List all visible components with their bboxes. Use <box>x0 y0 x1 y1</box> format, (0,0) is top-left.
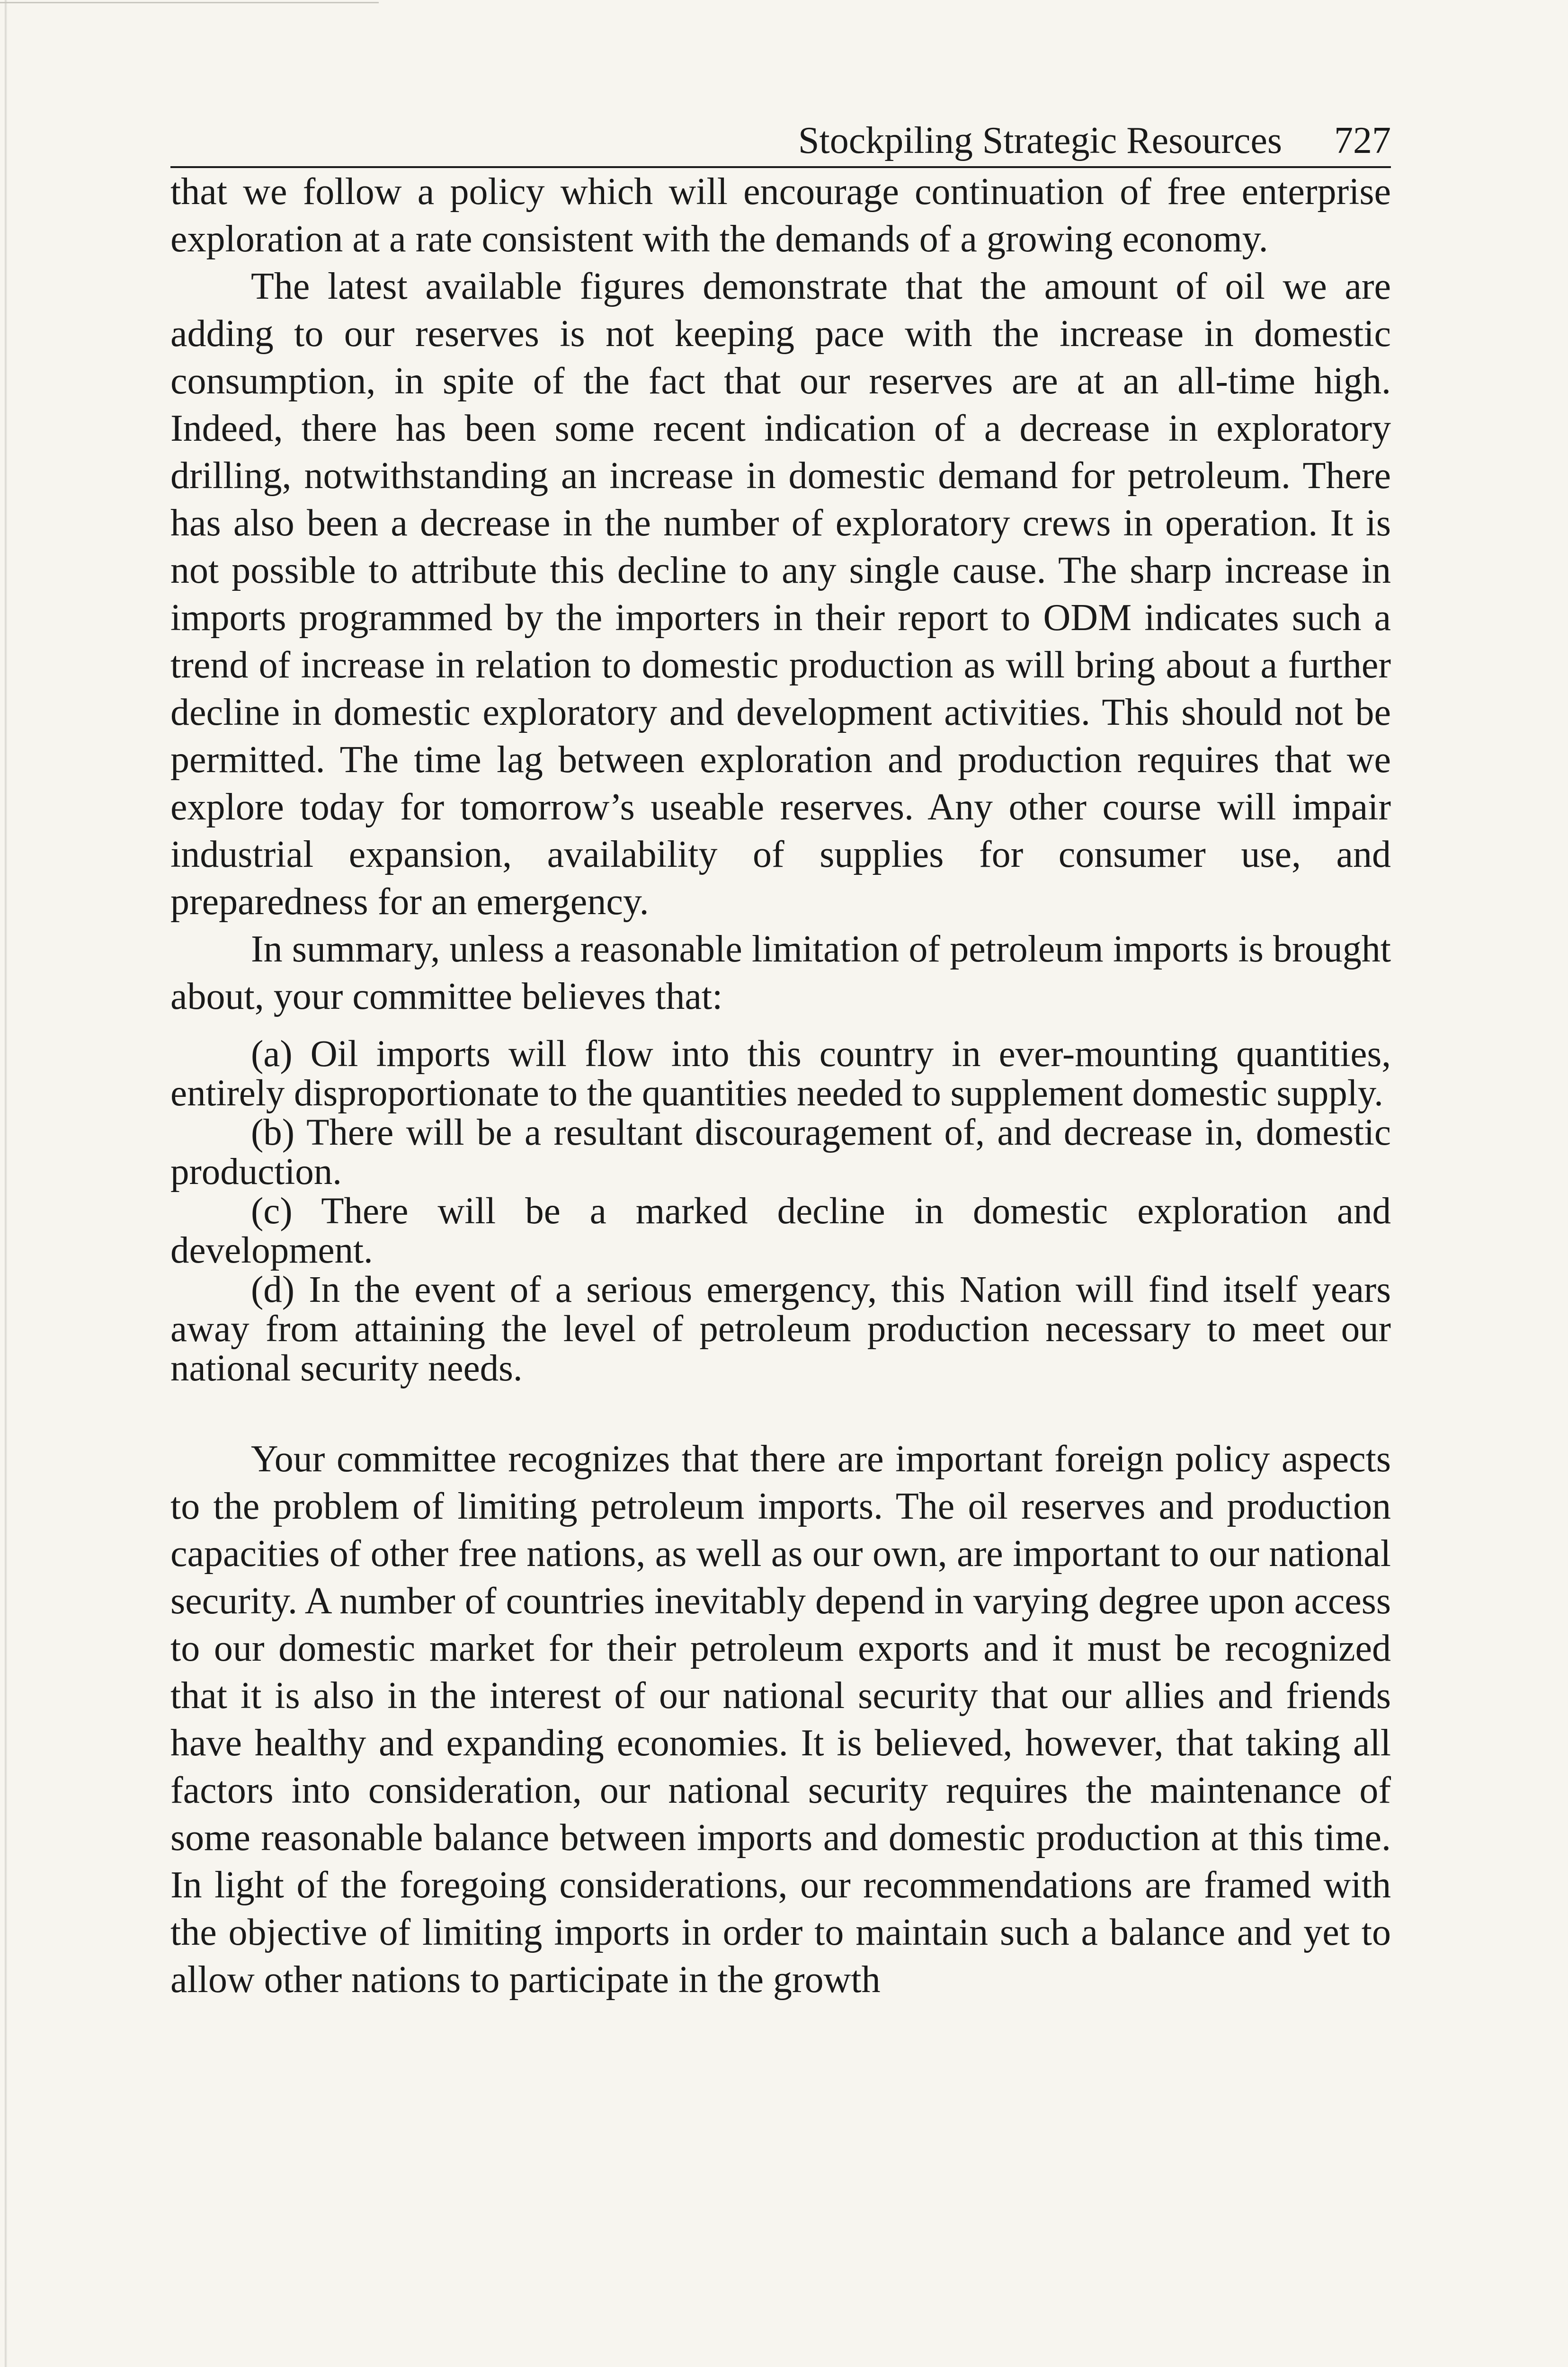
list-item: (a) Oil imports will flow into this country in ever-mounting quantities, entirely disproportionate to the quantities needed to supplement domestic supply. <box>170 1033 1391 1114</box>
paragraph-continuation: that we follow a policy which will encourage continuation of free enterprise exploration at a rate consistent with the demands of a growing economy. <box>170 171 1391 260</box>
body-text-closing <box>170 1435 1391 2003</box>
document-page <box>170 121 1391 2003</box>
page-number: 727 <box>1334 120 1391 161</box>
list-item: (b) There will be a resultant discouragement of, and decrease in, domestic production. <box>170 1112 1391 1192</box>
scan-edge-left <box>5 0 7 2367</box>
paragraph-latest-figures: The latest available figures demonstrate that the amount of oil we are adding to our reserves is not keeping pace with the increase in domestic consumption, in spite of the fact that our reserves are at an all-time high. Indeed, there has been some recent indication of a decrease in exploratory drilling, notwithstanding an increase in domestic demand for petroleum. There has also been a decrease in the number of exploratory crews in operation. It is not possible to attribute this decline to any single cause. The sharp increase in imports programmed by the importers in their report to ODM indicates such a trend of increase in relation to domestic production as will bring about a further decline in domestic exploratory and development activities. This should not be permitted. The time lag between exploration and production requires that we explore today for tomorrow’s useable reserves. Any other course will impair industrial expansion, availability of supplies for consumer use, and preparedness for an emergency. <box>170 266 1391 923</box>
body-text <box>170 168 1391 1020</box>
running-head <box>170 121 1391 168</box>
list-item: (d) In the event of a serious emergency, this Nation will find itself years away from attaining the level of petroleum production necessary to meet our national security needs. <box>170 1269 1391 1389</box>
list-item: (c) There will be a marked decline in domestic exploration and development. <box>170 1191 1391 1271</box>
running-title: Stockpiling Strategic Resources <box>798 120 1282 161</box>
findings-list <box>170 1034 1391 1388</box>
paragraph-foreign-policy: Your committee recognizes that there are important foreign policy aspects to the problem of limiting petroleum imports. The oil reserves and production capacities of other free nations, as well as our own, are important to our national security. A number of countries inevitably depend in varying degree upon access to our domestic market for their petroleum exports and it must be recognized that it is also in the interest of our national security that our allies and friends have healthy and expanding economies. It is believed, however, that taking all factors into consideration, our national security requires the maintenance of some reasonable balance between imports and domestic production at this time. In light of the foregoing considerations, our recommendations are framed with the objective of limiting imports in order to maintain such a balance and yet to allow other nations to participate in the growth <box>170 1438 1391 2001</box>
paragraph-summary: In summary, unless a reasonable limitation of petroleum imports is brought about, your committee believes that: <box>170 928 1391 1017</box>
scan-edge-top <box>0 2 379 3</box>
